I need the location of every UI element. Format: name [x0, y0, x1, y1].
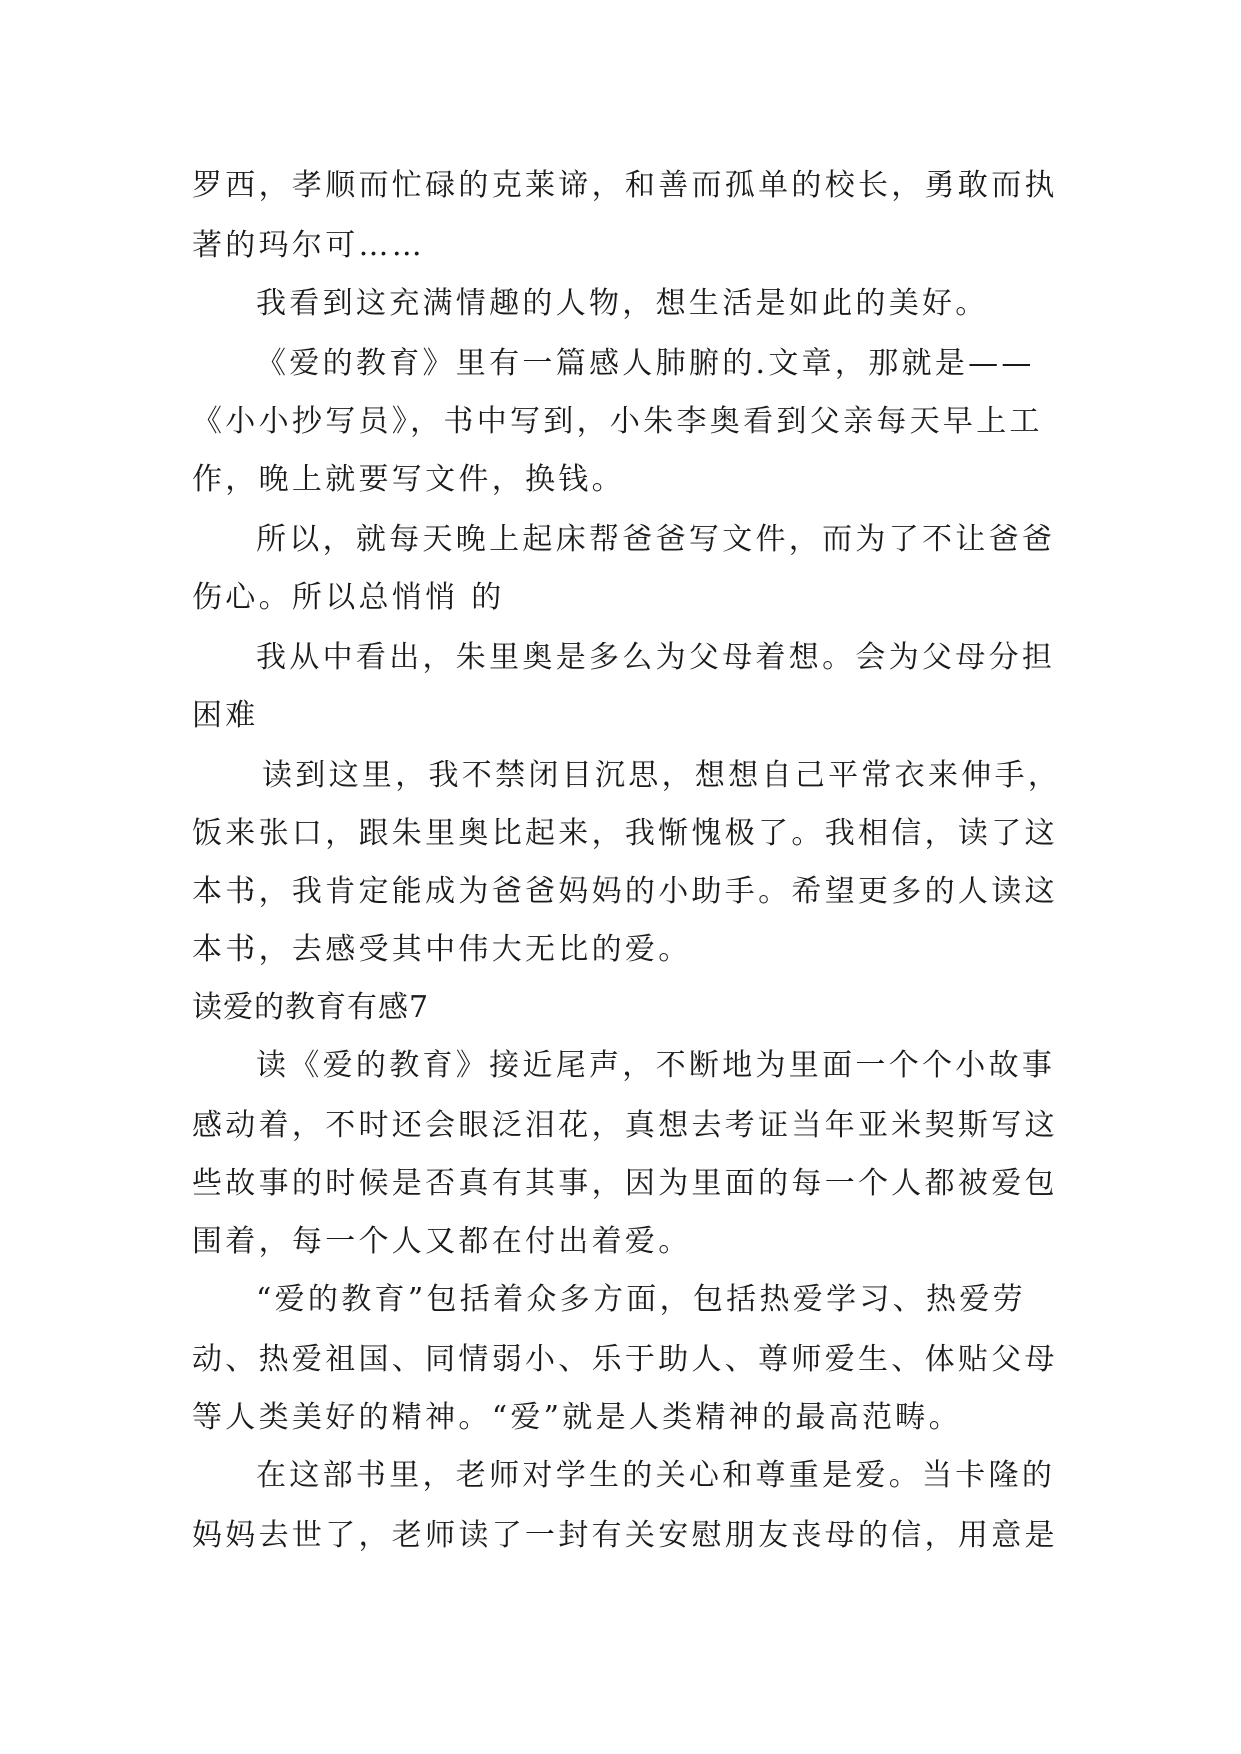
paragraph-line: 所以，就每天晚上起床帮爸爸写文件，而为了不让爸爸 — [256, 522, 1056, 557]
paragraph-line: 读《爱的教育》接近尾声，不断地为里面一个个小故事 — [256, 1048, 1056, 1083]
paragraph-line: 我看到这充满情趣的人物，想生活是如此的美好。 — [256, 286, 989, 321]
paragraph-line: 《小小抄写员》，书中写到，小朱李奥看到父亲每天早上工 — [192, 404, 1043, 439]
paragraph-line: 本书，我肯定能成为爸爸妈妈的小助手。希望更多的人读这 — [192, 874, 1058, 909]
paragraph-line: 感动着，不时还会眼泛泪花，真想去考证当年亚米契斯写这 — [192, 1108, 1058, 1143]
paragraph-line: 作，晚上就要写文件，换钱。 — [192, 462, 625, 497]
paragraph-line: 本书，去感受其中伟大无比的爱。 — [192, 932, 692, 967]
paragraph-line: 伤心。所以总悄悄 的 — [192, 580, 505, 615]
paragraph-line: 著的玛尔可…… — [192, 228, 426, 263]
paragraph-line: 读到这里，我不禁闭目沉思，想想自己平常衣来伸手， — [262, 758, 1062, 793]
paragraph-line: 动、热爱祖国、同情弱小、乐于助人、尊师爱生、体贴父母 — [192, 1342, 1058, 1377]
paragraph-line: 我从中看出，朱里奥是多么为父母着想。会为父母分担 — [256, 640, 1056, 675]
paragraph-line: 在这部书里，老师对学生的关心和尊重是爱。当卡隆的 — [256, 1458, 1056, 1493]
paragraph-line: 围着，每一个人又都在付出着爱。 — [192, 1224, 692, 1259]
paragraph-line: 妈妈去世了，老师读了一封有关安慰朋友丧母的信，用意是 — [192, 1518, 1058, 1553]
paragraph-line: 罗西，孝顺而忙碌的克莱谛，和善而孤单的校长，勇敢而执 — [192, 168, 1058, 203]
section-heading: 读爱的教育有感7 — [192, 990, 430, 1025]
paragraph-line: 饭来张口，跟朱里奥比起来，我惭愧极了。我相信，读了这 — [192, 816, 1058, 851]
paragraph-line: 等人类美好的精神。“爱”就是人类精神的最高范畴。 — [192, 1400, 962, 1435]
paragraph-line: “爱的教育”包括着众多方面，包括热爱学习、热爱劳 — [256, 1282, 1026, 1317]
paragraph-line: 困难 — [192, 698, 259, 733]
paragraph-line: 《爱的教育》里有一篇感人肺腑的.文章，那就是—— — [256, 346, 1035, 381]
paragraph-line: 些故事的时候是否真有其事，因为里面的每一个人都被爱包 — [192, 1166, 1058, 1201]
